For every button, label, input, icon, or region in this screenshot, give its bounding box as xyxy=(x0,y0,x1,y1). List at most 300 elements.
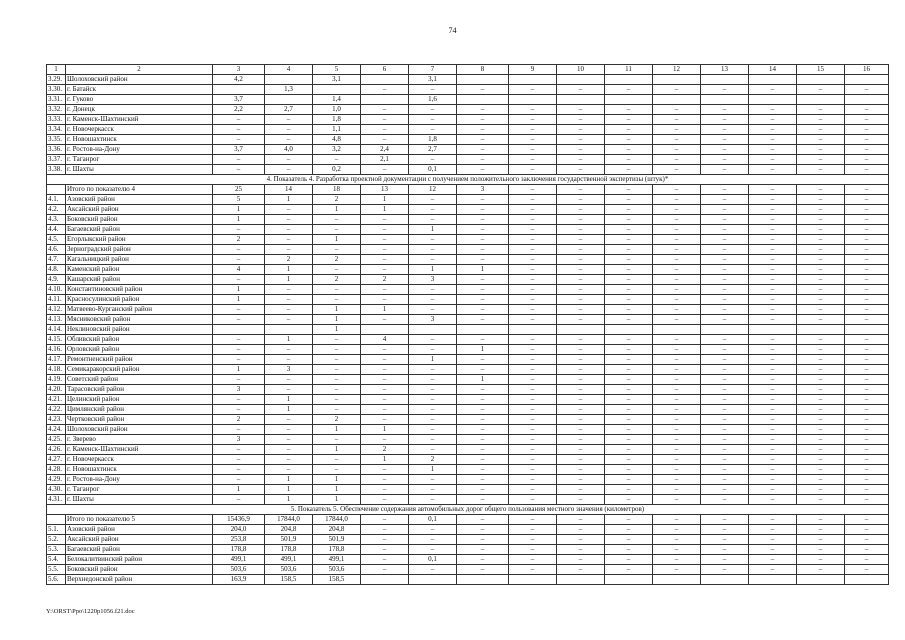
value-cell: – xyxy=(213,315,265,325)
value-cell: – xyxy=(653,415,701,425)
value-cell: – xyxy=(557,115,605,125)
value-cell: – xyxy=(653,235,701,245)
table-row xyxy=(47,135,889,145)
value-cell: – xyxy=(845,225,889,235)
value-cell: – xyxy=(845,195,889,205)
value-cell: – xyxy=(749,165,797,175)
value-cell xyxy=(653,575,701,585)
value-cell: – xyxy=(605,565,653,575)
value-cell: – xyxy=(653,565,701,575)
value-cell: – xyxy=(797,375,845,385)
header-cell: 1 xyxy=(47,65,66,75)
value-cell: 499,1 xyxy=(213,555,265,565)
value-cell: 1 xyxy=(457,375,509,385)
value-cell xyxy=(265,95,313,105)
header-cell: 15 xyxy=(797,65,845,75)
value-cell: – xyxy=(653,465,701,475)
value-cell: 12 xyxy=(409,185,457,195)
value-cell xyxy=(457,95,509,105)
value-cell: – xyxy=(797,485,845,495)
value-cell: 1 xyxy=(313,325,361,335)
value-cell: – xyxy=(509,345,557,355)
value-cell: – xyxy=(749,295,797,305)
value-cell: – xyxy=(361,395,409,405)
value-cell: – xyxy=(797,85,845,95)
row-number: 3.33. xyxy=(47,115,66,125)
table-row xyxy=(47,375,889,385)
value-cell: 3,7 xyxy=(213,145,265,155)
value-cell xyxy=(653,75,701,85)
value-cell: – xyxy=(409,125,457,135)
value-cell: – xyxy=(509,495,557,505)
value-cell: – xyxy=(509,375,557,385)
value-cell: 3 xyxy=(457,185,509,195)
value-cell: – xyxy=(557,405,605,415)
value-cell xyxy=(845,75,889,85)
value-cell: – xyxy=(701,475,749,485)
value-cell: – xyxy=(313,335,361,345)
value-cell: – xyxy=(265,355,313,365)
value-cell: – xyxy=(509,465,557,475)
value-cell: – xyxy=(797,245,845,255)
value-cell: – xyxy=(457,125,509,135)
value-cell: – xyxy=(557,395,605,405)
value-cell xyxy=(213,325,265,335)
value-cell: 1 xyxy=(409,465,457,475)
table-row xyxy=(47,145,889,155)
table-row xyxy=(47,495,889,505)
table-row xyxy=(47,355,889,365)
value-cell: – xyxy=(605,435,653,445)
table-row xyxy=(47,315,889,325)
value-cell: – xyxy=(409,345,457,355)
value-cell: – xyxy=(653,315,701,325)
row-number: 4.24. xyxy=(47,425,66,435)
value-cell: – xyxy=(457,365,509,375)
value-cell: – xyxy=(653,85,701,95)
value-cell: 503,6 xyxy=(313,565,361,575)
value-cell: – xyxy=(509,475,557,485)
value-cell: – xyxy=(749,465,797,475)
value-cell: – xyxy=(557,535,605,545)
table-row xyxy=(47,575,889,585)
value-cell: 14 xyxy=(265,185,313,195)
value-cell: – xyxy=(457,195,509,205)
value-cell: – xyxy=(605,495,653,505)
value-cell: – xyxy=(701,405,749,415)
value-cell xyxy=(605,575,653,585)
value-cell: – xyxy=(749,105,797,115)
value-cell: – xyxy=(845,525,889,535)
value-cell: 178,8 xyxy=(213,545,265,555)
value-cell: – xyxy=(701,495,749,505)
value-cell: – xyxy=(653,345,701,355)
value-cell: – xyxy=(509,155,557,165)
value-cell: – xyxy=(701,195,749,205)
value-cell: – xyxy=(845,535,889,545)
table-row xyxy=(47,255,889,265)
value-cell: – xyxy=(701,555,749,565)
value-cell: – xyxy=(557,285,605,295)
value-cell: – xyxy=(313,285,361,295)
value-cell: – xyxy=(749,415,797,425)
value-cell: 1 xyxy=(313,485,361,495)
value-cell: – xyxy=(557,235,605,245)
value-cell: – xyxy=(845,405,889,415)
table-row xyxy=(47,365,889,375)
value-cell: – xyxy=(457,515,509,525)
row-name: Багаевский район xyxy=(66,225,213,235)
value-cell: – xyxy=(845,205,889,215)
value-cell: – xyxy=(457,355,509,365)
value-cell: – xyxy=(265,315,313,325)
value-cell: – xyxy=(797,295,845,305)
table-row xyxy=(47,265,889,275)
value-cell: – xyxy=(605,105,653,115)
value-cell: – xyxy=(797,525,845,535)
row-name: Белокалитвинский район xyxy=(66,555,213,565)
value-cell: – xyxy=(265,245,313,255)
value-cell: – xyxy=(361,165,409,175)
value-cell: 0,1 xyxy=(409,165,457,175)
page-number: 74 xyxy=(448,26,457,35)
value-cell: – xyxy=(409,205,457,215)
row-number: 5.5. xyxy=(47,565,66,575)
value-cell: – xyxy=(749,145,797,155)
value-cell: – xyxy=(653,195,701,205)
row-name: г. Каменск-Шахтинский xyxy=(66,115,213,125)
value-cell: – xyxy=(605,485,653,495)
row-number: 3.36. xyxy=(47,145,66,155)
value-cell: – xyxy=(749,115,797,125)
value-cell: – xyxy=(605,555,653,565)
value-cell xyxy=(361,325,409,335)
row-number: 3.34. xyxy=(47,125,66,135)
value-cell: – xyxy=(409,435,457,445)
value-cell: – xyxy=(749,225,797,235)
value-cell: – xyxy=(509,385,557,395)
value-cell: – xyxy=(797,475,845,485)
value-cell: – xyxy=(653,555,701,565)
value-cell xyxy=(749,95,797,105)
value-cell: – xyxy=(557,445,605,455)
value-cell: – xyxy=(605,155,653,165)
value-cell: – xyxy=(265,215,313,225)
value-cell: – xyxy=(457,405,509,415)
value-cell: – xyxy=(361,535,409,545)
value-cell: – xyxy=(457,135,509,145)
value-cell: – xyxy=(845,285,889,295)
value-cell: – xyxy=(749,125,797,135)
value-cell: – xyxy=(653,365,701,375)
value-cell: – xyxy=(653,405,701,415)
value-cell: – xyxy=(509,235,557,245)
value-cell: 1 xyxy=(409,265,457,275)
table-row xyxy=(47,475,889,485)
value-cell: – xyxy=(845,235,889,245)
row-number: 4.5. xyxy=(47,235,66,245)
row-name: Каменский район xyxy=(66,265,213,275)
value-cell: – xyxy=(361,85,409,95)
value-cell: – xyxy=(845,415,889,425)
value-cell: – xyxy=(845,425,889,435)
table-row xyxy=(47,405,889,415)
value-cell: – xyxy=(845,495,889,505)
value-cell: – xyxy=(409,85,457,95)
value-cell: – xyxy=(361,285,409,295)
value-cell: – xyxy=(701,355,749,365)
value-cell: – xyxy=(213,245,265,255)
value-cell: – xyxy=(557,465,605,475)
row-number: 4.15. xyxy=(47,335,66,345)
value-cell: 1 xyxy=(265,475,313,485)
value-cell: – xyxy=(749,305,797,315)
row-name: г. Донецк xyxy=(66,105,213,115)
value-cell: – xyxy=(265,295,313,305)
value-cell: 2 xyxy=(213,415,265,425)
row-name: Шолоховский район xyxy=(66,75,213,85)
value-cell: 2 xyxy=(265,255,313,265)
value-cell: 2 xyxy=(361,445,409,455)
row-name: Аксайский район xyxy=(66,535,213,545)
value-cell: – xyxy=(557,525,605,535)
value-cell: – xyxy=(797,415,845,425)
value-cell: – xyxy=(457,395,509,405)
header-cell: 2 xyxy=(66,65,213,75)
row-number: 3.32. xyxy=(47,105,66,115)
value-cell: – xyxy=(557,255,605,265)
value-cell: – xyxy=(409,445,457,455)
table-row xyxy=(47,275,889,285)
value-cell: – xyxy=(265,115,313,125)
table-row xyxy=(47,565,889,575)
value-cell: – xyxy=(653,335,701,345)
value-cell: – xyxy=(749,85,797,95)
value-cell: – xyxy=(701,465,749,475)
value-cell xyxy=(701,95,749,105)
header-cell: 5 xyxy=(313,65,361,75)
row-number: 4.11. xyxy=(47,295,66,305)
table-row xyxy=(47,385,889,395)
value-cell: – xyxy=(457,115,509,125)
value-cell xyxy=(845,325,889,335)
row-number: 4.31. xyxy=(47,495,66,505)
value-cell: – xyxy=(749,495,797,505)
row-name: г. Новочеркасск xyxy=(66,455,213,465)
table-row xyxy=(47,195,889,205)
row-number: 4.2. xyxy=(47,205,66,215)
value-cell: – xyxy=(605,455,653,465)
row-name: Азовский район xyxy=(66,525,213,535)
value-cell: – xyxy=(605,305,653,315)
value-cell: – xyxy=(605,465,653,475)
value-cell xyxy=(557,75,605,85)
value-cell: – xyxy=(557,85,605,95)
value-cell: – xyxy=(457,235,509,245)
value-cell: – xyxy=(797,335,845,345)
row-number: 4.19. xyxy=(47,375,66,385)
value-cell: – xyxy=(557,205,605,215)
value-cell: – xyxy=(845,455,889,465)
value-cell: – xyxy=(845,255,889,265)
value-cell: – xyxy=(457,495,509,505)
value-cell: 1 xyxy=(313,205,361,215)
value-cell: – xyxy=(409,405,457,415)
row-name: г. Зверево xyxy=(66,435,213,445)
value-cell: – xyxy=(409,415,457,425)
value-cell: – xyxy=(557,455,605,465)
value-cell: 0,1 xyxy=(409,515,457,525)
value-cell: – xyxy=(557,135,605,145)
row-name: Обливский район xyxy=(66,335,213,345)
value-cell: – xyxy=(361,265,409,275)
value-cell: – xyxy=(653,105,701,115)
value-cell: 178,8 xyxy=(265,545,313,555)
value-cell: – xyxy=(265,155,313,165)
value-cell: – xyxy=(749,275,797,285)
value-cell: 2 xyxy=(213,235,265,245)
value-cell: 1 xyxy=(265,395,313,405)
row-number: 5.3. xyxy=(47,545,66,555)
value-cell: – xyxy=(749,335,797,345)
value-cell: – xyxy=(749,185,797,195)
value-cell: – xyxy=(409,335,457,345)
value-cell: 15436,9 xyxy=(213,515,265,525)
value-cell: – xyxy=(797,565,845,575)
value-cell: 1 xyxy=(457,265,509,275)
value-cell: – xyxy=(457,565,509,575)
value-cell: – xyxy=(845,375,889,385)
value-cell: – xyxy=(457,275,509,285)
value-cell: – xyxy=(701,145,749,155)
row-name: Семикаракорский район xyxy=(66,365,213,375)
value-cell: – xyxy=(213,125,265,135)
value-cell: – xyxy=(845,465,889,475)
value-cell: – xyxy=(749,535,797,545)
value-cell: 3 xyxy=(213,385,265,395)
value-cell: – xyxy=(509,435,557,445)
value-cell: – xyxy=(265,375,313,385)
value-cell: – xyxy=(213,425,265,435)
value-cell: – xyxy=(509,565,557,575)
row-name: Цимлянский район xyxy=(66,405,213,415)
value-cell: 501,9 xyxy=(265,535,313,545)
value-cell: – xyxy=(797,155,845,165)
value-cell: – xyxy=(457,485,509,495)
value-cell xyxy=(653,95,701,105)
value-cell: – xyxy=(797,235,845,245)
value-cell: – xyxy=(605,545,653,555)
value-cell: – xyxy=(605,275,653,285)
value-cell xyxy=(845,575,889,585)
value-cell: – xyxy=(701,545,749,555)
value-cell: – xyxy=(213,355,265,365)
value-cell: – xyxy=(845,115,889,125)
value-cell: – xyxy=(509,205,557,215)
value-cell: – xyxy=(509,105,557,115)
value-cell: – xyxy=(361,465,409,475)
row-name: г. Ростов-на-Дону xyxy=(66,145,213,155)
value-cell: – xyxy=(265,455,313,465)
report-body xyxy=(47,65,889,585)
value-cell: – xyxy=(653,395,701,405)
value-cell: – xyxy=(409,155,457,165)
value-cell: – xyxy=(509,555,557,565)
value-cell: – xyxy=(265,235,313,245)
value-cell: – xyxy=(457,225,509,235)
section-heading: 5. Показатель 5. Обеспечение содержания автомобильных дорог общего пользования местного значения (километров) xyxy=(47,505,889,515)
value-cell: 499,1 xyxy=(265,555,313,565)
value-cell: – xyxy=(557,105,605,115)
value-cell: – xyxy=(845,215,889,225)
value-cell: – xyxy=(653,155,701,165)
value-cell: – xyxy=(845,135,889,145)
value-cell: – xyxy=(213,255,265,265)
value-cell: – xyxy=(457,85,509,95)
value-cell: – xyxy=(653,455,701,465)
value-cell: 1 xyxy=(265,405,313,415)
row-name: г. Новочеркасск xyxy=(66,125,213,135)
value-cell xyxy=(265,75,313,85)
row-number: 4.3. xyxy=(47,215,66,225)
value-cell: – xyxy=(605,525,653,535)
value-cell xyxy=(509,95,557,105)
value-cell: – xyxy=(605,245,653,255)
value-cell: – xyxy=(557,195,605,205)
value-cell: – xyxy=(845,85,889,95)
report-table xyxy=(46,64,889,585)
value-cell: – xyxy=(701,565,749,575)
table-row xyxy=(47,295,889,305)
row-name: Мясниковский район xyxy=(66,315,213,325)
value-cell: – xyxy=(213,165,265,175)
value-cell xyxy=(797,75,845,85)
value-cell: – xyxy=(457,295,509,305)
value-cell: – xyxy=(409,565,457,575)
row-name: г. Таганрог xyxy=(66,485,213,495)
value-cell: – xyxy=(797,215,845,225)
row-name: Егорлыкский район xyxy=(66,235,213,245)
value-cell: – xyxy=(797,305,845,315)
value-cell xyxy=(361,75,409,85)
value-cell xyxy=(653,325,701,335)
value-cell: – xyxy=(557,345,605,355)
value-cell: 1,4 xyxy=(313,95,361,105)
value-cell: – xyxy=(653,305,701,315)
row-number: 5.6. xyxy=(47,575,66,585)
value-cell: 501,9 xyxy=(313,535,361,545)
value-cell xyxy=(457,75,509,85)
value-cell: – xyxy=(361,565,409,575)
row-name: Чертковский район xyxy=(66,415,213,425)
value-cell: – xyxy=(797,205,845,215)
row-number: 4.14. xyxy=(47,325,66,335)
value-cell: 1 xyxy=(361,425,409,435)
value-cell: – xyxy=(213,475,265,485)
value-cell: – xyxy=(701,415,749,425)
value-cell: – xyxy=(457,435,509,445)
header-cell: 8 xyxy=(457,65,509,75)
value-cell: – xyxy=(653,475,701,485)
value-cell: 2 xyxy=(361,275,409,285)
value-cell: – xyxy=(605,185,653,195)
table-row xyxy=(47,395,889,405)
value-cell: – xyxy=(213,495,265,505)
value-cell: – xyxy=(701,445,749,455)
value-cell: – xyxy=(605,445,653,455)
value-cell: 3 xyxy=(409,275,457,285)
value-cell: 2 xyxy=(313,195,361,205)
